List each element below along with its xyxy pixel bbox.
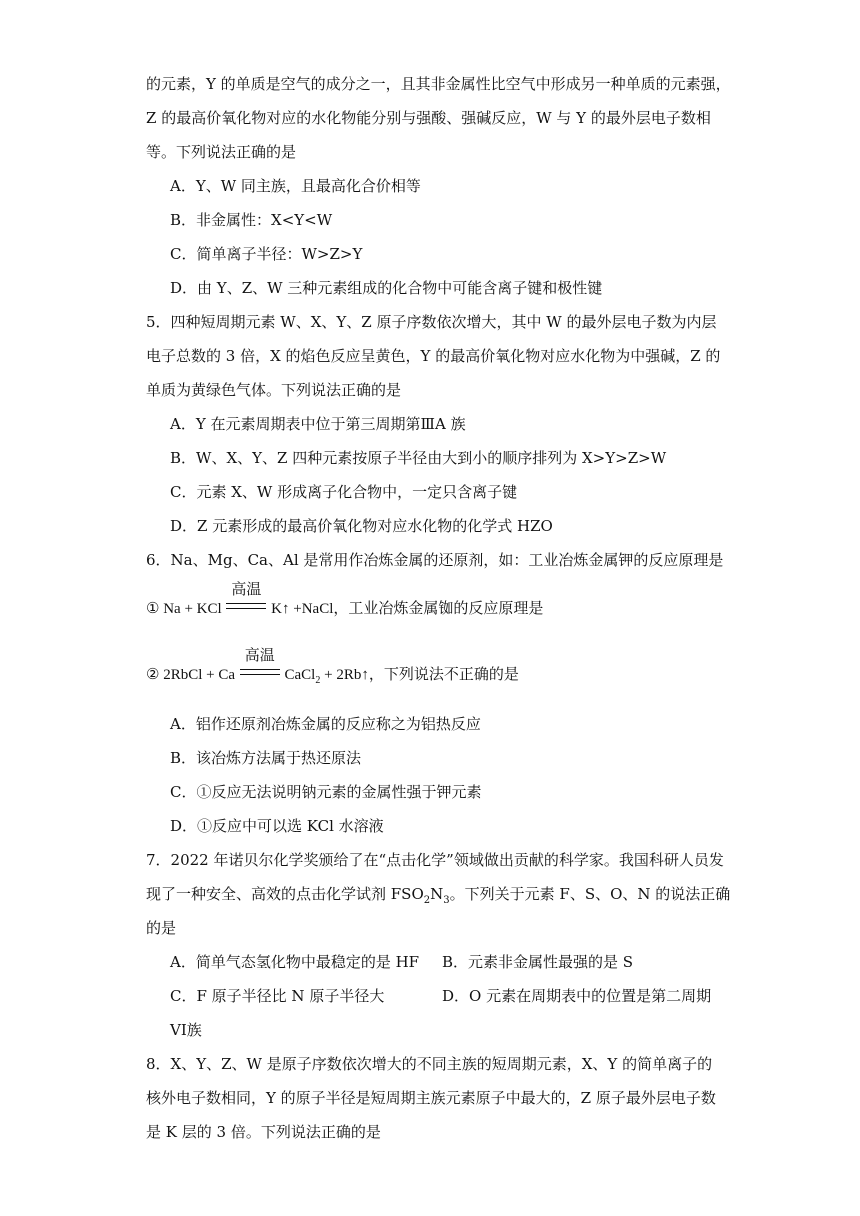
q5-stem-line-1: 5．四种短周期元素 W、X、Y、Z 原子序数依次增大，其中 W 的最外层电子数为内层 — [146, 313, 717, 331]
q4-stem-line-1: 的元素，Y 的单质是空气的成分之一，且其非金属性比空气中形成另一种单质的元素强， — [146, 75, 731, 93]
q8-stem-line-2: 核外电子数相同，Y 的原子半径是短周期主族元素原子中最大的，Z 原子最外层电子数 — [146, 1089, 716, 1107]
eq1-label: ① — [146, 601, 160, 617]
eq1-reactants: Na + KCl — [163, 601, 222, 617]
eq2-condition — [240, 646, 280, 685]
q4-option-c: C．简单离子半径：W>Z>Y — [170, 245, 363, 263]
q7-stem-line-3: 的是 — [146, 919, 177, 937]
eq2-product-cacl: CaCl — [284, 667, 316, 683]
q6-equation-2 — [146, 646, 519, 686]
q7-option-b: B．元素非金属性最强的是 S — [442, 953, 634, 971]
q4-option-a: A．Y、W 同主族，且最高化合价相等 — [170, 177, 421, 195]
q7-sub-1: 2 — [423, 895, 431, 906]
q5-option-d: D．Z 元素形成的最高价氧化物对应水化物的化学式 HZO — [170, 517, 553, 535]
eq1-condition — [226, 580, 266, 619]
q7-stem-line-1: 7．2022 年诺贝尔化学奖颁给了在“点击化学”领域做出贡献的科学家。我国科研人员发 — [146, 851, 724, 869]
q4-stem-line-3: 等。下列说法正确的是 — [146, 143, 297, 161]
q5-option-a: A．Y 在元素周期表中位于第三周期第ⅢA 族 — [170, 415, 466, 433]
eq2-subscript: 2 — [315, 675, 321, 686]
q5-option-b: B．W、X、Y、Z 四种元素按原子半径由大到小的顺序排列为 X>Y>Z>W — [170, 449, 667, 467]
q8-stem-line-1: 8．X、Y、Z、W 是原子序数依次增大的不同主族的短周期元素，X、Y 的简单离子的 — [146, 1055, 713, 1073]
q4-option-d: D．由 Y、Z、W 三种元素组成的化合物中可能含离子键和极性键 — [170, 279, 603, 297]
q7-stem2-c: 。下列关于元素 F、S、O、N 的说法正确 — [449, 885, 731, 903]
q6-equation-1 — [146, 580, 544, 619]
eq1-double-line — [226, 603, 266, 609]
q6-option-c: C．①反应无法说明钠元素的金属性强于钾元素 — [170, 783, 482, 801]
eq2-label: ② — [146, 667, 160, 683]
q7-option-d-cont: VI族 — [170, 1021, 202, 1039]
q5-option-c: C．元素 X、W 形成离子化合物中，一定只含离子键 — [170, 483, 518, 501]
q6-stem: 6．Na、Mg、Ca、Al 是常用作冶炼金属的还原剂，如：工业冶炼金属钾的反应原理是 — [146, 551, 724, 569]
q8-stem-line-3: 是 K 层的 3 倍。下列说法正确的是 — [146, 1123, 381, 1141]
eq2-product-rb: + 2Rb↑ — [320, 667, 369, 683]
q6-option-b: B．该冶炼方法属于热还原法 — [170, 749, 362, 767]
q7-stem-line-2 — [146, 884, 730, 904]
eq2-reactants: 2RbCl + Ca — [163, 667, 236, 683]
eq1-tail: ，工业冶炼金属铷的反应原理是 — [333, 599, 544, 617]
eq2-double-line — [240, 669, 280, 675]
q6-option-d: D．①反应中可以选 KCl 水溶液 — [170, 817, 384, 835]
q5-stem-line-2: 电子总数的 3 倍，X 的焰色反应呈黄色，Y 的最高价氧化物对应水化物为中强碱，Z 的 — [146, 347, 721, 365]
q7-option-a: A．简单气态氢化物中最稳定的是 HF — [170, 953, 420, 971]
q7-stem2-b: N — [430, 885, 444, 903]
q4-stem-line-2: Z 的最高价氧化物对应的水化物能分别与强酸、强碱反应，W 与 Y 的最外层电子数相 — [146, 109, 711, 127]
q5-stem-line-3: 单质为黄绿色气体。下列说法正确的是 — [146, 381, 402, 399]
q7-option-c: C．F 原子半径比 N 原子半径大 — [170, 987, 385, 1005]
q7-option-d: D．O 元素在周期表中的位置是第二周期 — [442, 987, 712, 1005]
q6-option-a: A．铝作还原剂冶炼金属的反应称之为铝热反应 — [170, 715, 481, 733]
q7-stem2-a: 现了一种安全、高效的点击化学试剂 FSO — [146, 885, 424, 903]
eq2-condition-text: 高温 — [244, 646, 275, 664]
q7-sub-2: 3 — [443, 895, 450, 906]
eq2-tail: ，下列说法不正确的是 — [368, 665, 519, 683]
q4-option-b: B．非金属性：X<Y<W — [170, 211, 333, 229]
eq1-products: K↑ +NaCl — [271, 601, 334, 617]
eq1-condition-text: 高温 — [231, 580, 262, 598]
